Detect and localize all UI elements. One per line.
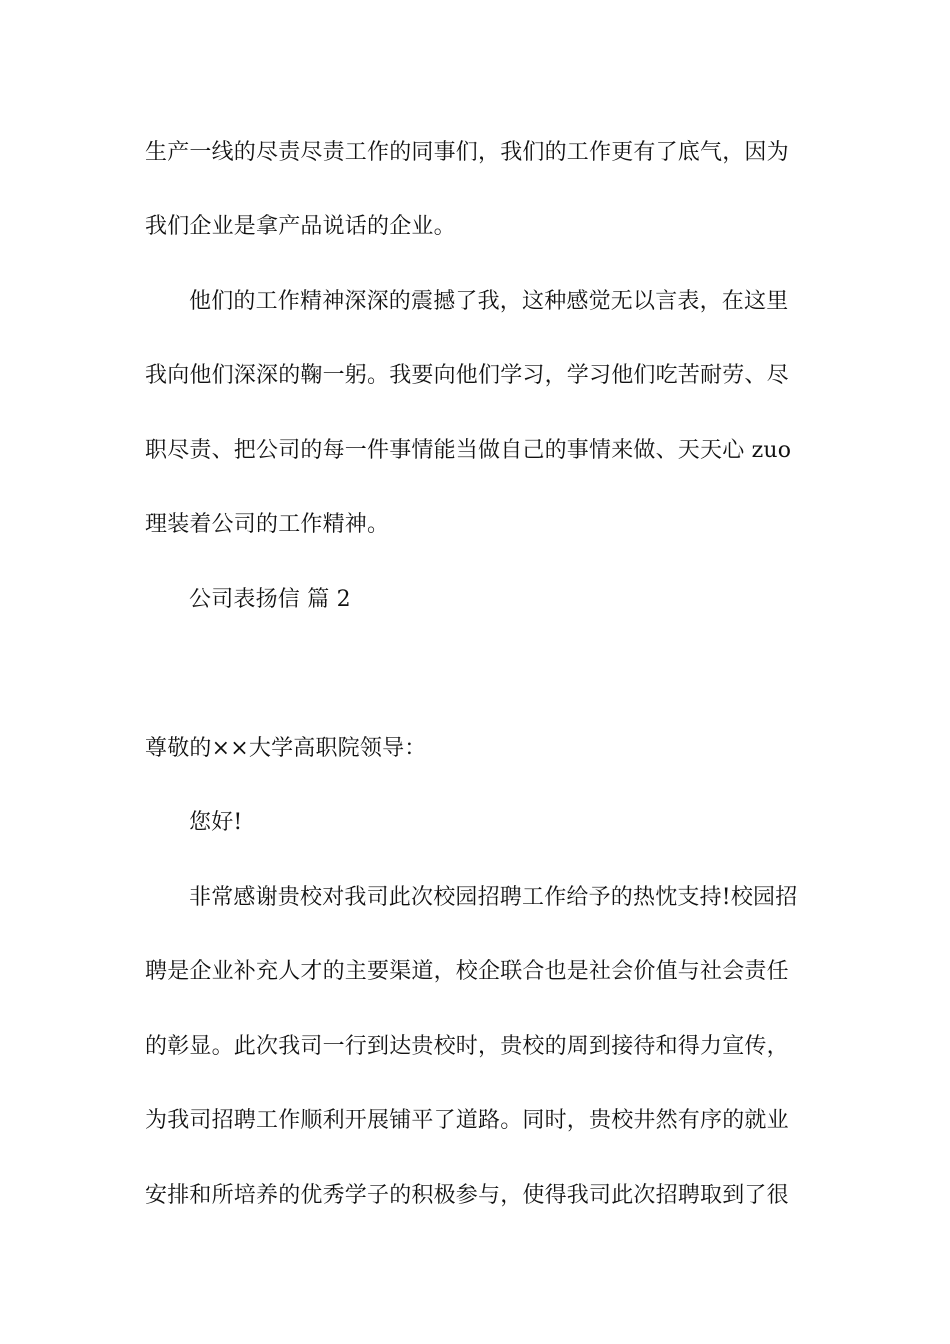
paragraph-line-11: 安排和所培养的优秀学子的积极参与，使得我司此次招聘取到了很	[145, 1183, 789, 1208]
paragraph-line-8: 聘是企业补充人才的主要渠道，校企联合也是社会价值与社会责任	[145, 959, 789, 984]
paragraph-line-5: 职尽责、把公司的每一件事情能当做自己的事情来做、天天心 zuo	[145, 438, 792, 463]
section-heading: 公司表扬信 篇 2	[189, 587, 351, 612]
salutation: 尊敬的××大学高职院领导：	[145, 736, 427, 761]
paragraph-line-1: 生产一线的尽责尽责工作的同事们，我们的工作更有了底气，因为	[145, 140, 789, 165]
paragraph-line-2: 我们企业是拿产品说话的企业。	[145, 214, 456, 239]
paragraph-line-6: 理装着公司的工作精神。	[145, 512, 390, 537]
greeting: 您好!	[189, 810, 243, 835]
paragraph-line-3: 他们的工作精神深深的震撼了我，这种感觉无以言表，在这里	[189, 289, 789, 314]
paragraph-line-10: 为我司招聘工作顺利开展铺平了道路。同时，贵校井然有序的就业	[145, 1108, 789, 1133]
paragraph-line-4: 我向他们深深的鞠一躬。我要向他们学习，学习他们吃苦耐劳、尽	[145, 363, 789, 388]
paragraph-line-7: 非常感谢贵校对我司此次校园招聘工作给予的热忱支持!校园招	[189, 885, 798, 910]
paragraph-line-9: 的彰显。此次我司一行到达贵校时，贵校的周到接待和得力宣传，	[145, 1034, 789, 1059]
